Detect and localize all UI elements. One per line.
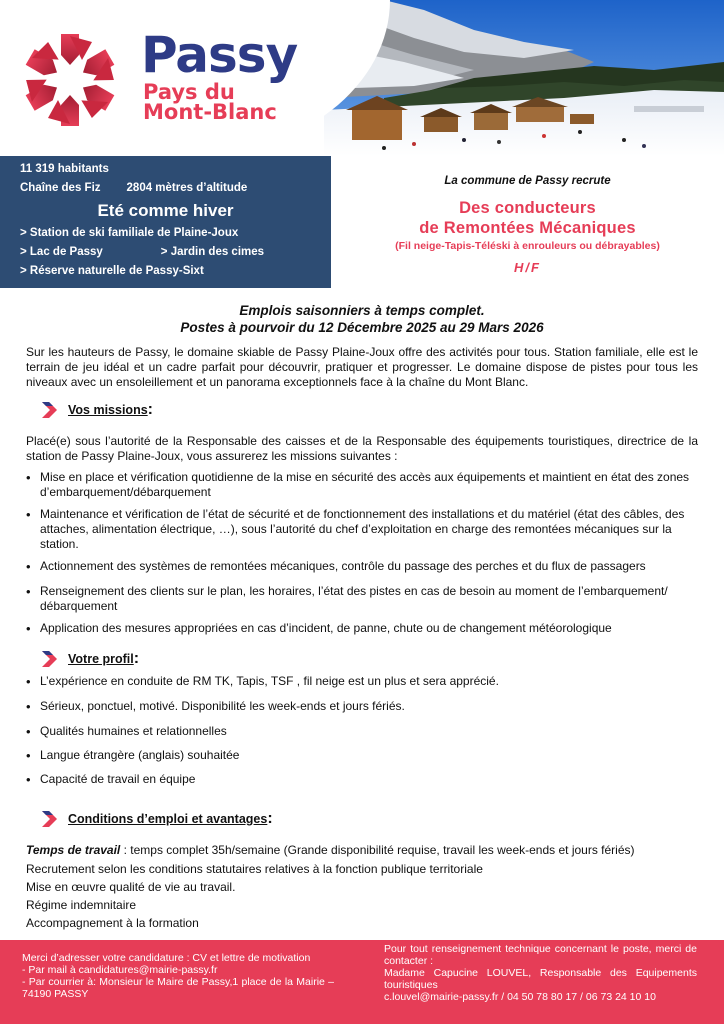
brand-subtitle xyxy=(143,82,277,122)
chain-name: Chaîne des Fiz xyxy=(20,182,101,194)
work-time-line xyxy=(26,843,698,858)
application-info xyxy=(22,952,334,1000)
condition-allowance: Régime indemnitaire xyxy=(26,898,137,912)
contract-dates: Postes à pourvoir du 12 Décembre 2025 au 29 Mars 2026 xyxy=(180,320,544,335)
passy-flower-logo-icon xyxy=(18,28,122,132)
town-info-box xyxy=(0,156,331,288)
brand-name: Passy xyxy=(141,26,298,84)
recruit-intro: La commune de Passy recrute xyxy=(444,175,611,187)
contract-summary xyxy=(0,302,724,336)
list-item: • Actionnement des systèmes de remontées mécaniques, contrôle du passage des perches et du flux de passagers xyxy=(26,559,646,574)
chevron-right-icon xyxy=(40,651,60,667)
profile-heading-text: Votre profil xyxy=(68,652,134,666)
contact-details[interactable]: c.louvel@mairie-passy.fr / 04 50 78 80 17 / 06 73 24 10 10 xyxy=(384,991,656,1003)
brand-subtitle-line2: Mont-Blanc xyxy=(143,100,277,124)
intro-paragraph: Sur les hauteurs de Passy, le domaine skiable de Passy Plaine-Joux offre des activités pour tous. Station familiale, elle est le terrain de jeu idéal et un cadre parfait pour découvrir, pratiquer et progresser. Le domaine dispose de pistes pour tous les niveaux avec un ensoleillement et un panorama exceptionnels face à la chaîne du Mont Blanc. xyxy=(26,345,698,389)
contract-type: Emplois saisonniers à temps complet. xyxy=(239,303,485,318)
missions-heading xyxy=(40,401,153,419)
contact-intro: Pour tout renseignement technique concernant le poste, merci de contacter : xyxy=(384,943,697,967)
missions-heading-text: Vos missions xyxy=(68,403,148,417)
list-item: • Application des mesures appropriées en cas d’incident, de panne, chute ou de changement météorologique xyxy=(26,621,612,636)
info-item-ski-station: > Station de ski familiale de Plaine-Joux xyxy=(20,227,239,239)
chevron-right-icon xyxy=(40,811,60,827)
work-time-label: Temps de travail xyxy=(26,843,121,857)
work-time-text: : temps complet 35h/semaine (Grande disponibilité requise, travail les week-ends et jours fériés) xyxy=(120,843,635,857)
info-item-reserve: > Réserve naturelle de Passy-Sixt xyxy=(20,265,204,277)
job-subtitle: (Fil neige-Tapis-Téléski à enrouleurs ou débrayables) xyxy=(395,240,660,252)
info-items-lake-garden xyxy=(20,243,331,262)
contact-person: Madame Capucine LOUVEL, Responsable des Equipements touristiques xyxy=(384,967,697,991)
job-title xyxy=(331,198,724,238)
list-item: • Capacité de travail en équipe xyxy=(26,772,195,787)
profile-heading xyxy=(40,650,139,668)
list-item: • Maintenance et vérification de l’état de sécurité et de fonctionnement des installations et du matériel (état des câbles, des attaches, alimentation électrique, …), sous l’autorité du chef d’exploitation en charge des remontées mécaniques sur la station. xyxy=(26,507,698,552)
brand-subtitle-line1: Pays du xyxy=(143,80,235,104)
header xyxy=(0,0,724,156)
missions-heading-suffix: : xyxy=(147,401,153,418)
application-email[interactable]: - Par mail à candidatures@mairie-passy.fr xyxy=(22,964,218,976)
info-item-garden: > Jardin des cimes xyxy=(160,246,265,258)
chevron-right-icon xyxy=(40,402,60,418)
condition-recruitment: Recrutement selon les conditions statutaires relatives à la fonction publique territoriale xyxy=(26,862,483,876)
chain-altitude-line xyxy=(20,179,331,198)
profile-heading-suffix: : xyxy=(133,650,140,667)
recruit-block xyxy=(331,156,724,288)
conditions-heading-suffix: : xyxy=(267,810,273,827)
list-item: • Langue étrangère (anglais) souhaitée xyxy=(26,748,239,763)
missions-intro: Placé(e) sous l’autorité de la Responsable des caisses et de la Responsable des équipements touristiques, directrice de la station de Passy Plaine-Joux, vous assurerez les missions suivantes : xyxy=(26,434,698,463)
application-mail-address: - Par courrier à: Monsieur le Maire de Passy,1 place de la Mairie – 74190 PASSY xyxy=(22,976,334,1000)
application-instructions: Merci d’adresser votre candidature : CV et lettre de motivation xyxy=(22,952,311,964)
conditions-heading-text: Conditions d’emploi et avantages xyxy=(68,812,268,826)
altitude: 2804 mètres d’altitude xyxy=(126,182,248,194)
list-item: • Qualités humaines et relationnelles xyxy=(26,724,227,739)
population: 11 319 habitants xyxy=(20,163,109,175)
technical-contact xyxy=(384,943,697,1003)
job-title-line1: Des conducteurs xyxy=(459,199,596,217)
list-item: • L’expérience en conduite de RM TK, Tapis, TSF , fil neige est un plus et sera apprécié. xyxy=(26,674,499,689)
season-title: Eté comme hiver xyxy=(97,201,234,220)
gender-mention: H/F xyxy=(514,260,541,275)
condition-training: Accompagnement à la formation xyxy=(26,916,199,930)
list-item: • Sérieux, ponctuel, motivé. Disponibilité les week-ends et jours fériés. xyxy=(26,699,405,714)
condition-quality-of-life: Mise en œuvre qualité de vie au travail. xyxy=(26,880,236,894)
conditions-heading xyxy=(40,810,273,828)
info-item-lake: > Lac de Passy xyxy=(20,246,103,258)
list-item: • Mise en place et vérification quotidienne de la mise en sécurité des accès aux équipements et maintient en état des zones d’embarquement/débarquement xyxy=(26,470,698,500)
list-item: • Renseignement des clients sur le plan, les horaires, l’état des pistes en cas de besoin au moment de l’embarquement/ débarquement xyxy=(26,584,698,614)
job-title-line2: de Remontées Mécaniques xyxy=(419,219,636,237)
footer xyxy=(0,940,724,1024)
